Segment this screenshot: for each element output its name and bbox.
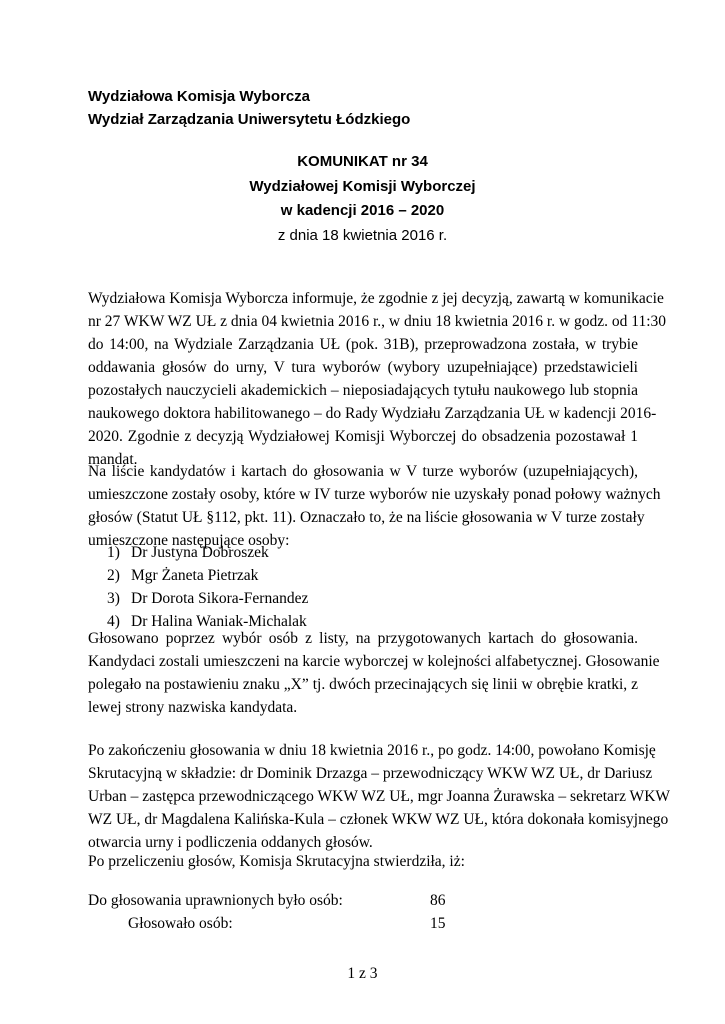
paragraph-election-info [88,287,667,471]
announcement-title [0,150,725,248]
candidate-item [107,541,308,564]
text-line: nr 27 WKW WZ UŁ z dnia 04 kwietnia 2016 r., w dniu 18 kwietnia 2016 r. w godz. od 11:30 [88,313,667,330]
text-line: naukowego doktora habilitowanego – do Rady Wydziału Zarządzania UŁ w kadencji 2016- [88,405,657,422]
candidate-number: 3) [107,590,120,607]
announcement-date: z dnia 18 kwietnia 2016 r. [277,226,448,244]
announcement-term: w kadencji 2016 – 2020 [280,202,445,219]
candidate-name: Dr Justyna Dobroszek [131,544,269,561]
stat-label: Do głosowania uprawnionych było osób: [88,892,343,909]
faculty-name: Wydział Zarządzania Uniwersytetu Łódzkiego [88,111,411,128]
text-line: pozostałych nauczycieli akademickich – nieposiadających tytułu naukowego lub stopnia [88,382,638,399]
candidate-item [107,587,308,610]
text-line: Skrutacyjną w składzie: dr Dominik Drzazga – przewodniczący WKW WZ UŁ, dr Dariusz [88,765,653,782]
text-line: umieszczone następujące osoby: [88,532,290,549]
candidate-name: Dr Halina Waniak-Michalak [131,613,307,630]
candidate-item [107,564,308,587]
candidate-name: Mgr Żaneta Pietrzak [131,567,259,584]
candidate-number: 1) [107,544,120,561]
text-line: polegało na postawieniu znaku „X” tj. dwóch przecinających się linii w obrębie kratki, z [88,676,638,693]
page-number: 1 z 3 [347,965,378,982]
paragraph-results-intro [88,850,638,873]
candidate-number: 2) [107,567,120,584]
stat-label: Głosowało osób: [128,915,233,932]
announcement-issuer: Wydziałowej Komisji Wyborczej [249,177,476,195]
text-line: 2020. Zgodnie z decyzją Wydziałowej Komisji Wyborczej do obsadzenia pozostawał 1 [88,428,638,445]
stat-value: 15 [430,915,446,932]
text-line: otwarcia urny i podliczenia oddanych głosów. [88,834,373,851]
paragraph-candidate-list-intro [88,460,661,552]
text-line: lewej strony nazwiska kandydata. [88,699,298,716]
document-header [88,85,410,131]
candidate-number: 4) [107,613,120,630]
text-line: Po zakończeniu głosowania w dniu 18 kwietnia 2016 r., po godz. 14:00, powołano Komisję [88,742,656,759]
text-line: Na liście kandydatów i kartach do głosowania w V turze wyborów (uzupełniających), [88,463,638,480]
paragraph-voting-method [88,627,660,719]
text-line: Urban – zastępca przewodniczącego WKW WZ UŁ, mgr Joanna Żurawska – sekretarz WKW [88,788,671,805]
text-line: Wydziałowa Komisja Wyborcza informuje, że zgodnie z jej decyzją, zawartą w komunikacie [88,290,664,307]
text-line: głosów (Statut UŁ §112, pkt. 11). Oznaczało to, że na liście głosowania w V turze zostały [88,509,645,526]
text-line: oddawania głosów do urny, V tura wyborów (wybory uzupełniające) przedstawicieli [88,359,638,376]
text-line: Po przeliczeniu głosów, Komisja Skrutacyjna stwierdziła, iż: [88,853,465,870]
announcement-number: KOMUNIKAT nr 34 [297,153,428,170]
text-line: mandat. [88,451,138,468]
text-line: Głosowano poprzez wybór osób z listy, na przygotowanych kartach do głosowania. [88,630,638,647]
text-line: Kandydaci zostali umieszczeni na karcie wyborczej w kolejności alfabetycznej. Głosowanie [88,653,660,670]
candidate-name: Dr Dorota Sikora-Fernandez [131,590,309,607]
paragraph-counting-committee [88,739,671,854]
stat-value: 86 [430,892,446,909]
text-line: do 14:00, na Wydziale Zarządzania UŁ (pok. 31B), przeprowadzona została, w trybie [88,336,638,353]
text-line: WZ UŁ, dr Magdalena Kalińska-Kula – członek WKW WZ UŁ, która dokonała komisyjnego [88,811,669,828]
candidate-list [107,541,308,633]
text-line: umieszczone zostały osoby, które w IV turze wyborów nie uzyskały ponad połowy ważnych [88,486,661,503]
committee-name: Wydziałowa Komisja Wyborcza [88,88,311,105]
